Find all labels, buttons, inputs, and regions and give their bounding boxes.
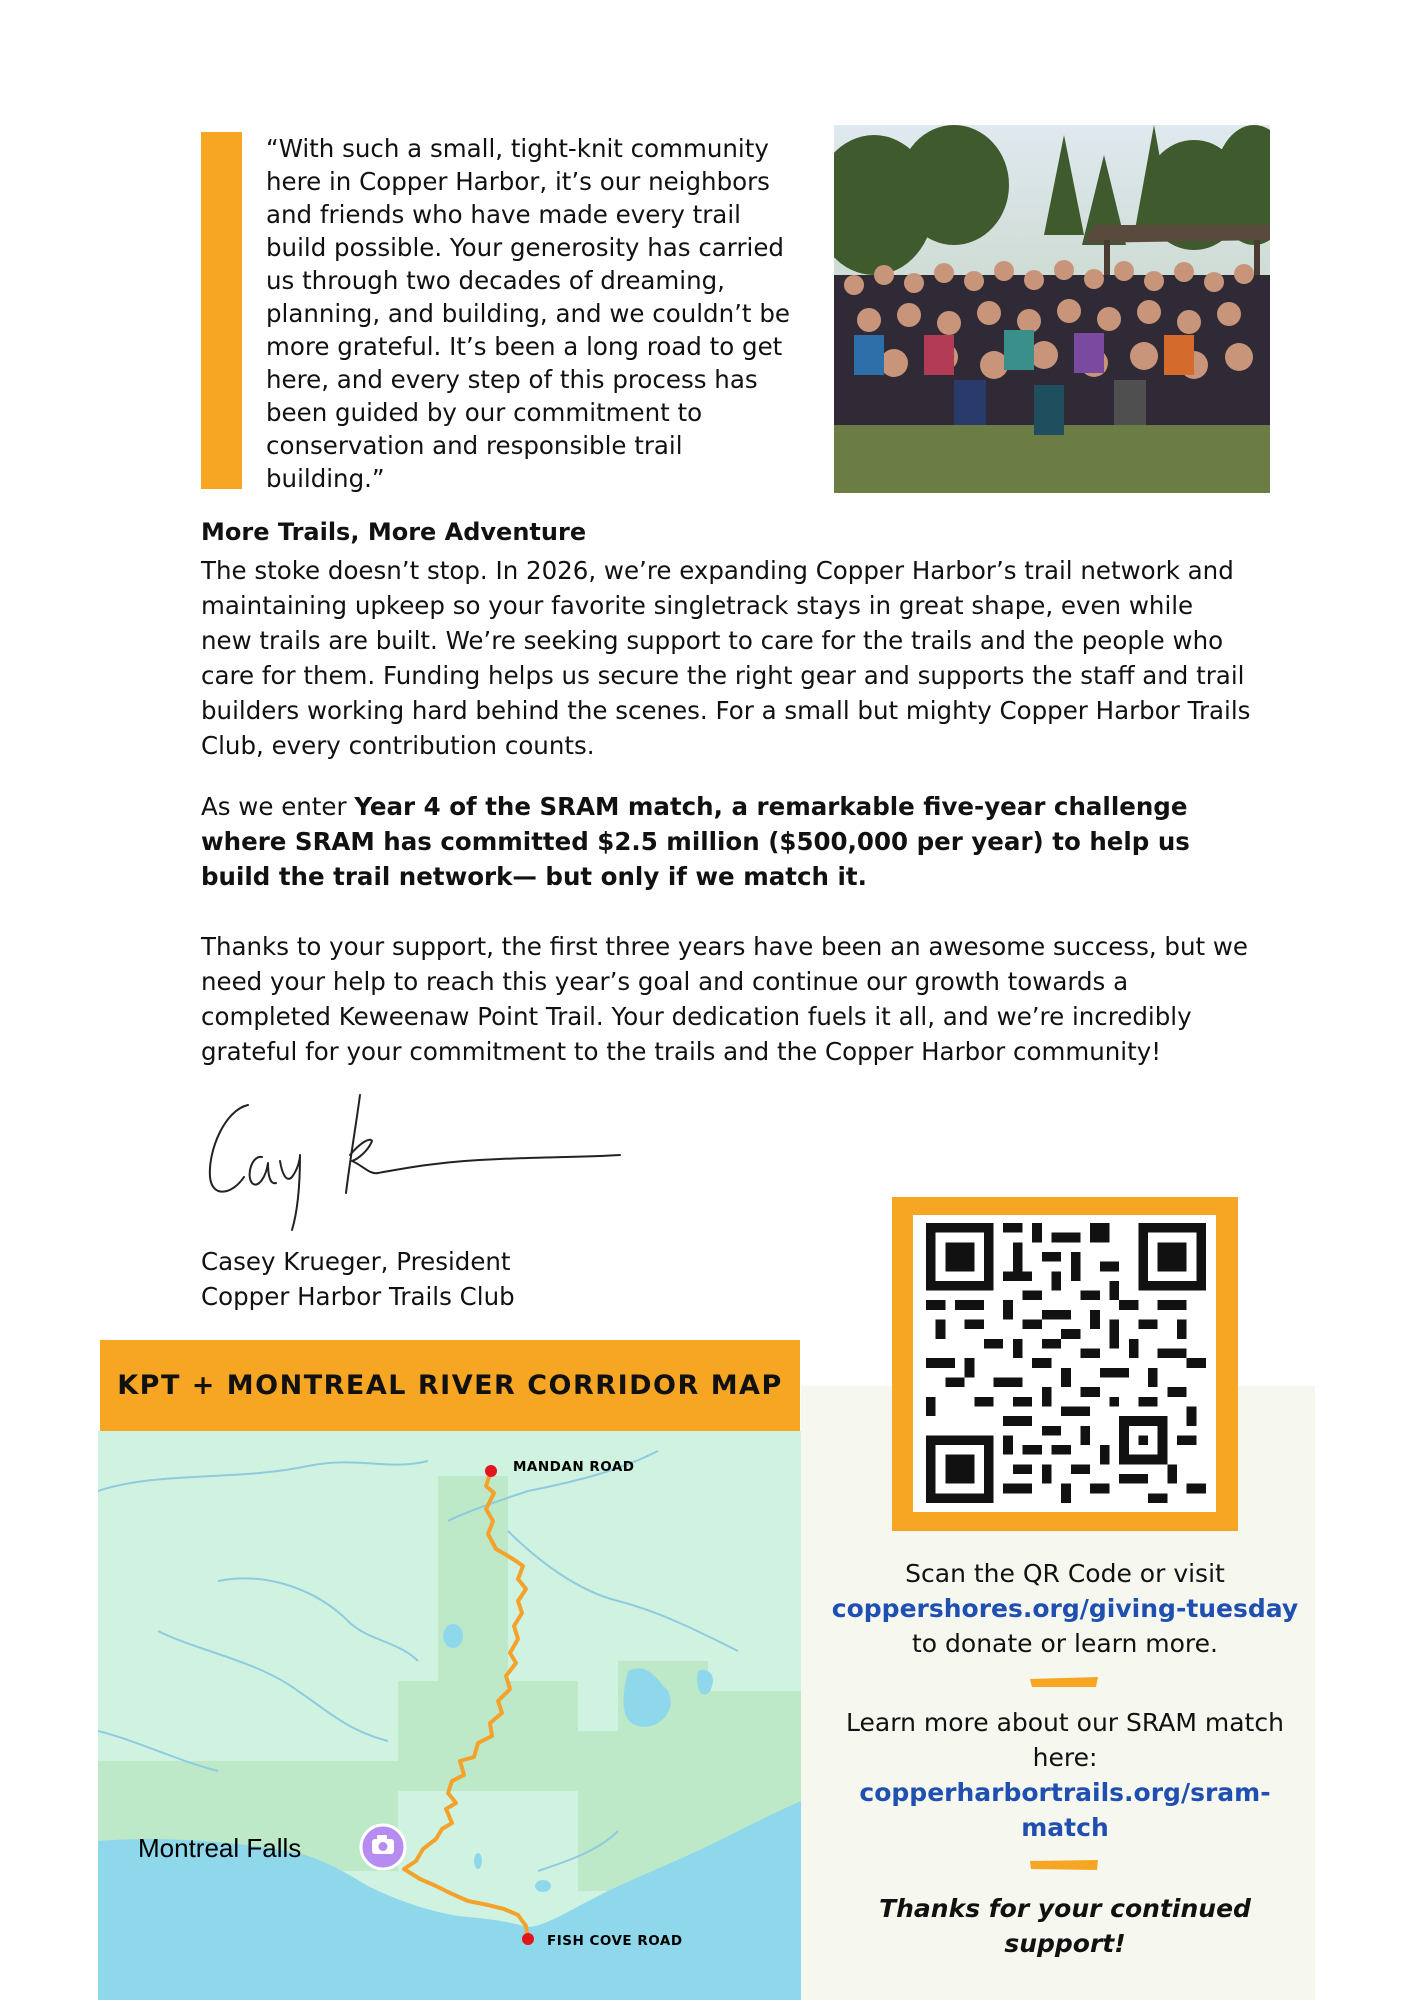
giving-tuesday-link[interactable]: coppershores.org/giving-tuesday xyxy=(831,1594,1299,1623)
qr-code[interactable] xyxy=(926,1223,1206,1503)
sram-match-highlight: Year 4 of the SRAM match, a remarkable five-year challenge where SRAM has committed $2.5 million ($500,000 per year) to help us build the trail network— but only if we match it. xyxy=(201,792,1190,891)
trail-corridor-map xyxy=(98,1431,801,2000)
map-title: KPT + MONTREAL RIVER CORRIDOR MAP xyxy=(117,1370,783,1401)
signatory-organization: Copper Harbor Trails Club xyxy=(201,1282,515,1311)
trail-start-marker xyxy=(485,1465,497,1477)
signatory-block xyxy=(201,1244,515,1314)
section-heading: More Trails, More Adventure xyxy=(201,518,587,546)
sram-cta xyxy=(820,1705,1310,1845)
body-paragraph-2 xyxy=(201,789,1251,894)
trail-end-marker xyxy=(522,1933,534,1945)
cta-line-1: Scan the QR Code or visit xyxy=(905,1559,1225,1588)
divider-stroke-1 xyxy=(1028,1675,1100,1689)
sram-match-link[interactable]: copperharbortrails.org/sram-match xyxy=(859,1778,1271,1842)
quote-text: “With such a small, tight-knit community here in Copper Harbor, it’s our neighbors and friends who have made every trail build possible. Your generosity has carried us through two decades of dreaming, planning, and building, and we couldn’t be more grateful. It’s been a long road to get here, and every step of this process has been guided by our commitment to conservation and responsible trail building.” xyxy=(266,134,790,493)
thanks-message: Thanks for your continued support! xyxy=(879,1894,1251,1958)
map-header xyxy=(100,1340,800,1431)
cta-line-2: to donate or learn more. xyxy=(911,1629,1218,1658)
body-paragraph-1: The stoke doesn’t stop. In 2026, we’re expanding Copper Harbor’s trail network and maintaining upkeep so your favorite singletrack stays in great shape, even while new trails are built. We’re seeking support to care for the trails and the people who care for them. Funding helps us secure the right gear and supports the staff and trail builders working hard behind the scenes. For a small but mighty Copper Harbor Trails Club, every contribution counts. xyxy=(201,556,1251,760)
divider-stroke-2 xyxy=(1028,1858,1100,1872)
group-photo xyxy=(834,125,1270,493)
map-label-mandan-road: MANDAN ROAD xyxy=(513,1459,635,1475)
poi-montreal-falls: Montreal Falls xyxy=(138,1833,302,1863)
handwritten-signature xyxy=(200,1085,630,1235)
body-paragraph-3: Thanks to your support, the first three years have been an awesome success, but we need your help to reach this year’s goal and continue our growth towards a completed Keweenaw Point Trail. Your dedication fuels it all, and we’re incredibly grateful for your commitment to the trails and the Copper Harbor community! xyxy=(201,932,1248,1066)
donate-cta xyxy=(820,1556,1310,1661)
map-label-fish-cove-road: FISH COVE ROAD xyxy=(547,1933,683,1949)
camera-icon xyxy=(361,1825,405,1869)
body-paragraph-2-lead: As we enter xyxy=(201,792,355,821)
quote-accent-bar xyxy=(201,132,242,489)
cta-line-3: Learn more about our SRAM match here: xyxy=(846,1708,1284,1772)
signatory-name: Casey Krueger, President xyxy=(201,1247,511,1276)
